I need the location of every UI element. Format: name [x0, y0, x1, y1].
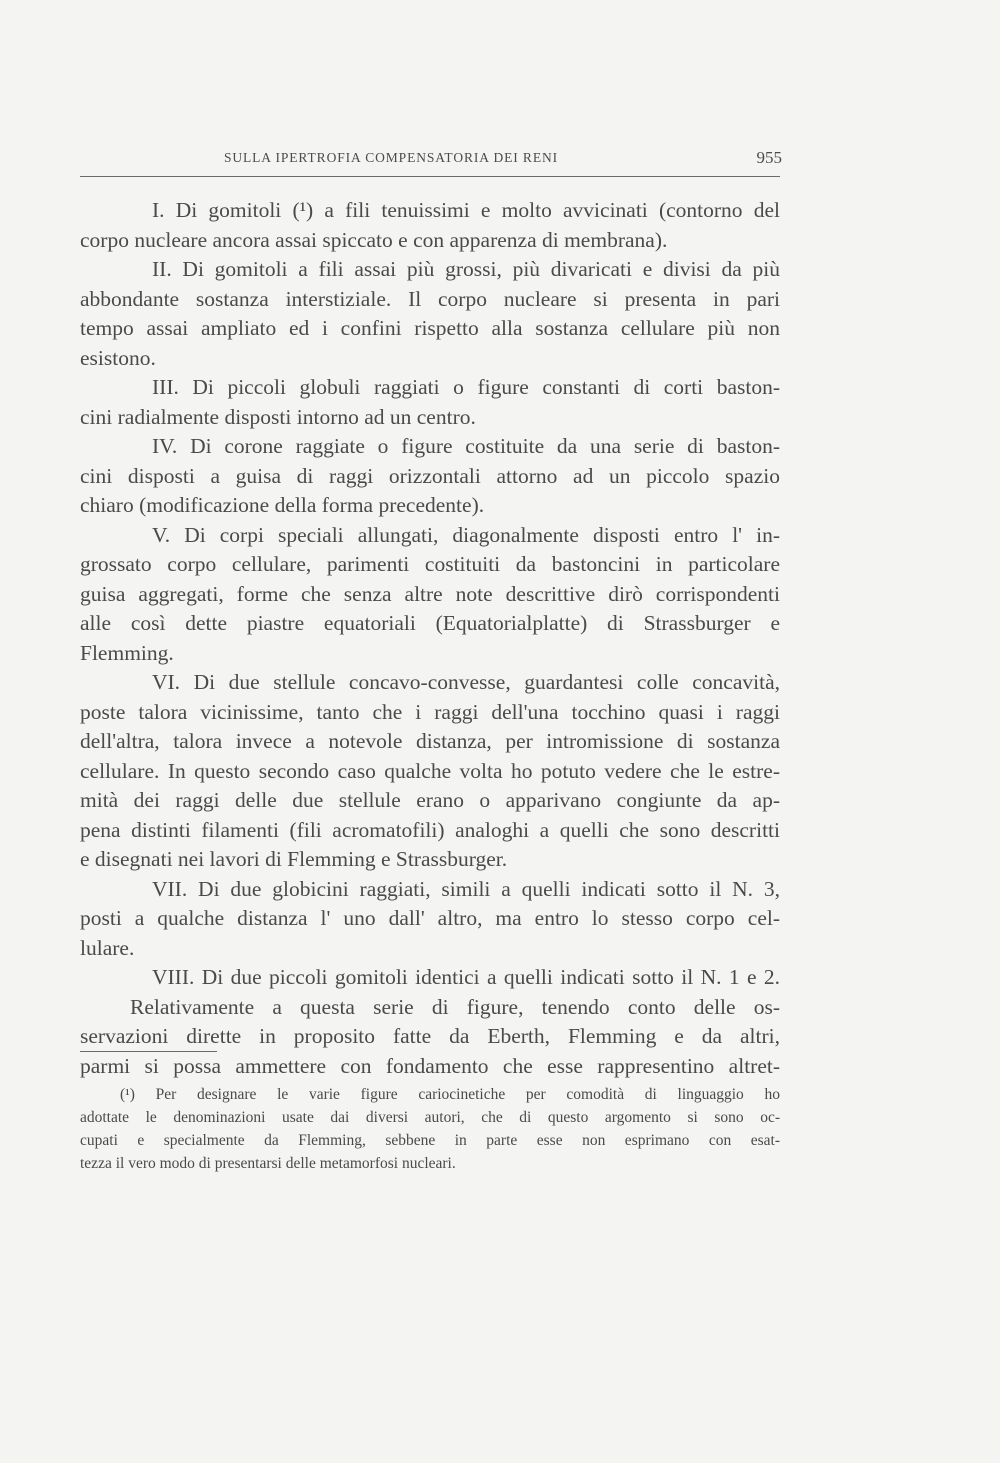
text-line: tempo assai ampliato ed i confini rispetto alla sostanza cellulare più non: [80, 316, 780, 340]
text-line: VII. Di due globicini raggiati, simili a quelli indicati sotto il N. 3,: [152, 876, 780, 901]
text-line: I. Di gomitoli (¹) a fili tenuissimi e molto avvicinati (contorno del: [152, 198, 780, 222]
running-title: SULLA IPERTROFIA COMPENSATORIA DEI RENI: [223, 150, 559, 165]
text-line: alle così dette piastre equatoriali (Equatorialplatte) di Strassburger e: [80, 611, 780, 635]
text-line: VIII. Di due piccoli gomitoli identici a quelli indicati sotto il N. 1 e 2.: [152, 965, 780, 989]
text-line: VI. Di due stellule concavo-convesse, guardantesi colle concavità,: [152, 670, 780, 694]
text-line: lulare.: [80, 935, 135, 960]
text-line: II. Di gomitoli a fili assai più grossi, più divaricati e divisi da più: [152, 257, 780, 281]
text-line: V. Di corpi speciali allungati, diagonalmente disposti entro l' in-: [152, 522, 780, 547]
page-number: 955: [756, 148, 782, 167]
footnote-line: adottate le denominazioni usate dai diversi autori, che di questo argomento si sono oc-: [80, 1109, 780, 1126]
text-line: cellulare. In questo secondo caso qualche volta ho potuto vedere che le estre-: [80, 758, 780, 783]
page-header: [80, 146, 782, 174]
text-line: III. Di piccoli globuli raggiati o figure constanti di corti baston-: [152, 375, 780, 399]
text-line: grossato corpo cellulare, parimenti costituiti da bastoncini in particolare: [80, 552, 780, 576]
body-text: [80, 196, 780, 1081]
text-line: corpo nucleare ancora assai spiccato e con apparenza di membrana).: [80, 227, 668, 252]
text-line: mità dei raggi delle due stellule erano o apparivano congiunte da ap-: [80, 788, 780, 812]
text-line: abbondante sostanza interstiziale. Il corpo nucleare si presenta in pari: [80, 286, 780, 311]
text-line: Relativamente a questa serie di figure, tenendo conto delle os-: [130, 994, 780, 1019]
text-line: cini radialmente disposti intorno ad un centro.: [80, 404, 476, 429]
header-rule: [80, 176, 780, 177]
footnote-line: (¹) Per designare le varie figure cariocinetiche per comodità di linguaggio ho: [120, 1086, 780, 1103]
text-line: parmi si possa ammettere con fondamento che esse rappresentino altret-: [80, 1053, 780, 1078]
text-line: guisa aggregati, forme che senza altre note descrittive dirò corrispondenti: [80, 581, 780, 606]
footnote: [80, 1083, 780, 1175]
footnote-line: tezza il vero modo di presentarsi delle metamorfosi nucleari.: [80, 1155, 456, 1172]
text-line: servazioni dirette in proposito fatte da Eberth, Flemming e da altri,: [80, 1024, 780, 1048]
text-line: e disegnati nei lavori di Flemming e Strassburger.: [80, 847, 508, 871]
text-line: cini disposti a guisa di raggi orizzontali attorno ad un piccolo spazio: [80, 463, 780, 488]
text-line: Flemming.: [80, 640, 174, 665]
footnote-rule: [80, 1051, 217, 1052]
text-line: chiaro (modificazione della forma precedente).: [80, 493, 485, 517]
footnote-line: cupati e specialmente da Flemming, sebbene in parte esse non esprimano con esat-: [80, 1132, 780, 1149]
text-line: posti a qualche distanza l' uno dall' altro, ma entro lo stesso corpo cel-: [80, 906, 780, 930]
text-line: pena distinti filamenti (fili acromatofili) analoghi a quelli che sono descritti: [80, 817, 780, 842]
text-line: esistono.: [80, 345, 156, 370]
text-line: poste talora vicinissime, tanto che i raggi dell'una tocchino quasi i raggi: [80, 699, 780, 724]
text-line: dell'altra, talora invece a notevole distanza, per intromissione di sostanza: [80, 729, 780, 753]
text-line: IV. Di corone raggiate o figure costituite da una serie di baston-: [152, 434, 780, 458]
